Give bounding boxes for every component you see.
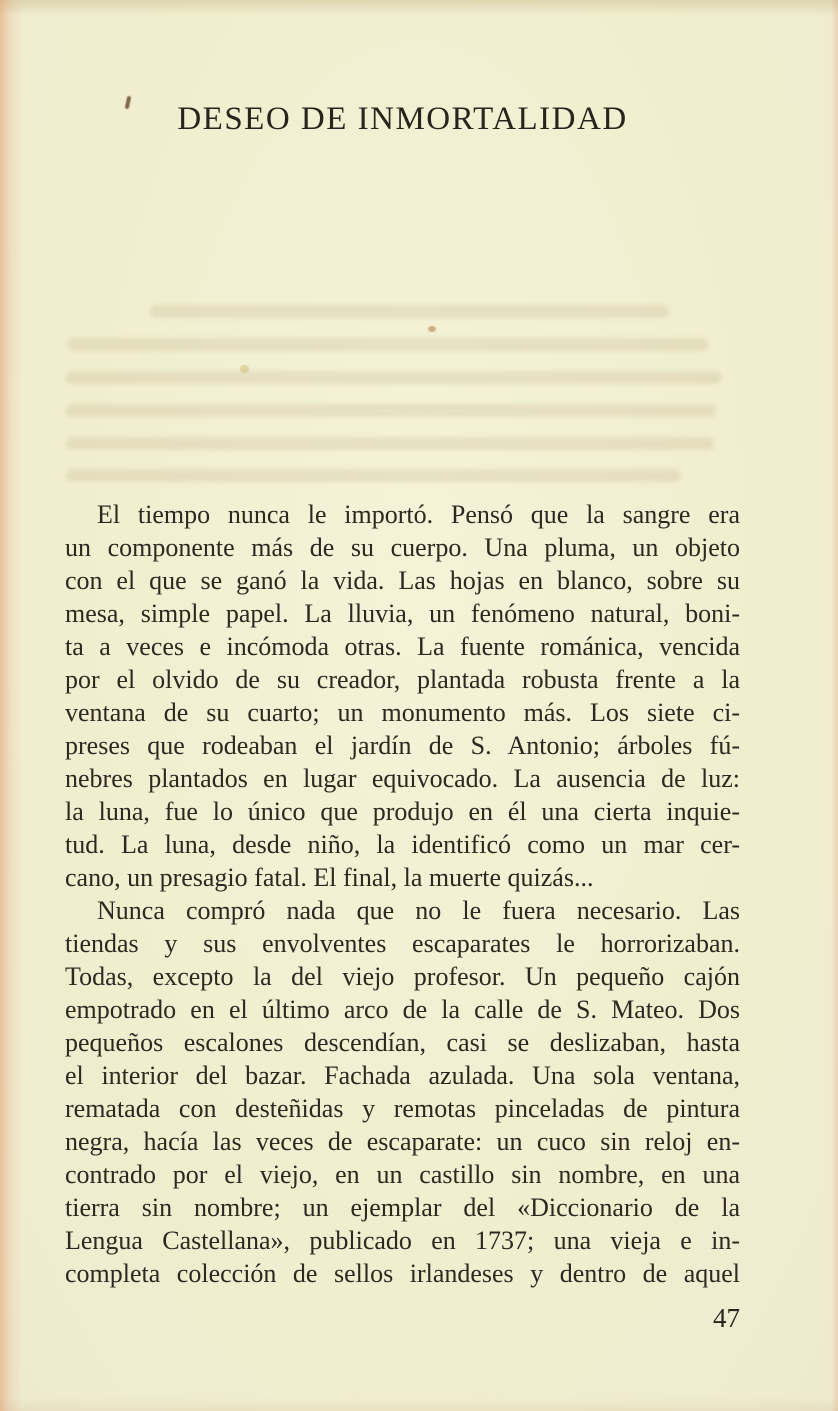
text-line: con el que se ganó la vida. Las hojas en blanco, sobre su xyxy=(65,566,740,595)
text-line: tierra sin nombre; un ejemplar del «Diccionario de la xyxy=(65,1193,740,1222)
page-number: 47 xyxy=(713,1303,740,1333)
text-line: rematada con desteñidas y remotas pinceladas de pintura xyxy=(65,1094,740,1123)
text-line: cano, un presagio fatal. El final, la muerte quizás... xyxy=(65,863,594,892)
text-line: Lengua Castellana», publicado en 1737; una vieja e in- xyxy=(65,1226,740,1255)
text-line: contrado por el viejo, en un castillo sin nombre, en una xyxy=(65,1160,740,1189)
text-line: El tiempo nunca le importó. Pensó que la sangre era xyxy=(97,500,740,529)
text-line: mesa, simple papel. La lluvia, un fenómeno natural, boni- xyxy=(65,599,740,628)
ink-speck xyxy=(240,365,249,373)
ghost-line xyxy=(66,371,721,384)
text-line: por el olvido de su creador, plantada robusta frente a la xyxy=(65,665,740,694)
ink-speck xyxy=(428,326,436,332)
text-line: ventana de su cuarto; un monumento más. Los siete ci- xyxy=(65,698,740,727)
body-text xyxy=(65,498,740,1290)
text-line: Todas, excepto la del viejo profesor. Un pequeño cajón xyxy=(65,962,740,991)
page-title: DESEO DE INMORTALIDAD xyxy=(177,101,628,137)
text-line: pequeños escalones descendían, casi se deslizaban, hasta xyxy=(65,1028,740,1057)
text-line: Nunca compró nada que no le fuera necesario. Las xyxy=(97,896,740,925)
text-line: la luna, fue lo único que produjo en él una cierta inquie- xyxy=(65,797,740,826)
ghost-line xyxy=(66,404,716,417)
paragraph xyxy=(65,498,740,894)
text-line: tud. La luna, desde niño, la identificó como un mar cer- xyxy=(65,830,740,859)
ghost-line xyxy=(66,469,681,482)
text-line: ta a veces e incómoda otras. La fuente románica, vencida xyxy=(65,632,740,661)
text-line: negra, hacía las veces de escaparate: un cuco sin reloj en- xyxy=(65,1127,740,1156)
ghost-line xyxy=(66,437,714,450)
text-line: el interior del bazar. Fachada azulada. Una sola ventana, xyxy=(65,1061,740,1090)
text-line: completa colección de sellos irlandeses y dentro de aquel xyxy=(65,1259,740,1288)
text-line: preses que rodeaban el jardín de S. Antonio; árboles fú- xyxy=(65,731,740,760)
text-line: un componente más de su cuerpo. Una pluma, un objeto xyxy=(65,533,740,562)
ghost-line xyxy=(68,338,708,351)
ghost-line xyxy=(150,305,670,318)
text-line: empotrado en el último arco de la calle de S. Mateo. Dos xyxy=(65,995,740,1024)
text-line: tiendas y sus envolventes escaparates le horrorizaban. xyxy=(65,929,740,958)
text-line: nebres plantados en lugar equivocado. La ausencia de luz: xyxy=(65,764,740,793)
paragraph xyxy=(65,894,740,1290)
